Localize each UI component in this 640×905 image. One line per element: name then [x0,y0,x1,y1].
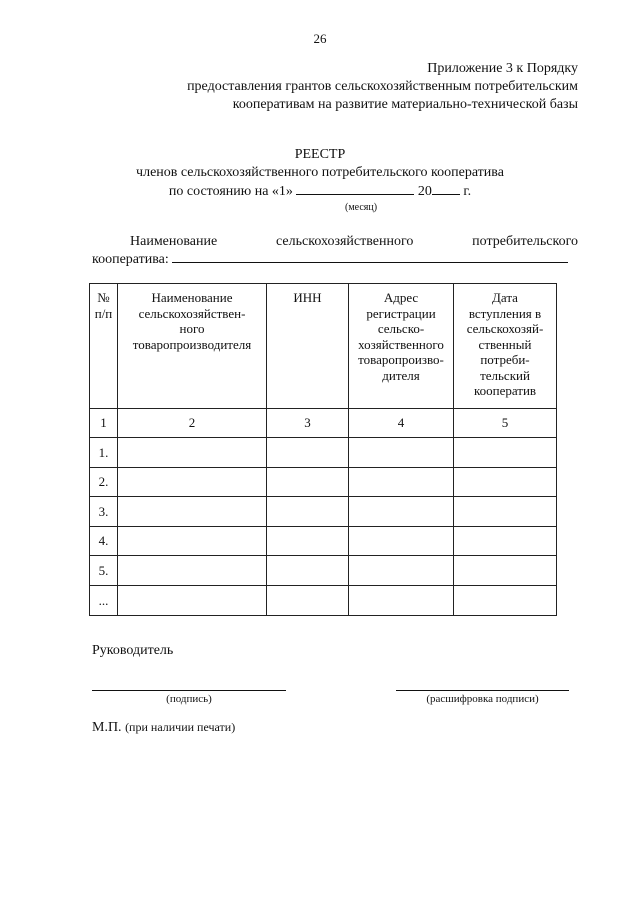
signature-decode-line[interactable] [396,690,569,691]
stamp-label: М.П. [92,720,122,735]
table-cell[interactable] [454,497,557,527]
annex-line-1: Приложение 3 к Порядку [427,61,578,76]
table-cell[interactable] [349,585,454,615]
date-prefix: по состоянию на «1» [168,184,293,199]
header-line: Дата [492,290,518,305]
signature-caption: (подпись) [166,693,212,705]
date-suffix: г. [463,184,472,199]
table-cell[interactable] [118,438,267,468]
document-title: РЕЕСТР [294,147,346,162]
table-cell[interactable] [454,585,557,615]
table-row [90,497,557,527]
coop-word-2: сельскохозяйственного [276,234,414,249]
header-line: тельский [480,367,530,383]
row-number: 1. [90,438,118,468]
stamp-line [92,720,235,736]
header-line: № [97,290,110,305]
header-inn [267,284,349,409]
column-number: 2 [118,409,267,438]
table-row [90,438,557,468]
column-number: 3 [267,409,349,438]
table-cell[interactable] [267,467,349,497]
header-line: сельско- [377,321,425,336]
month-blank [296,182,414,195]
table-cell[interactable] [267,585,349,615]
header-line: Адрес [383,290,419,305]
coop-name-field [92,250,568,269]
header-line: хозяйственного [358,336,444,352]
header-line: товаропроизводителя [132,336,252,352]
coop-word-1: Наименование [130,234,218,249]
table-cell[interactable] [267,556,349,586]
coop-name-line [92,233,578,251]
table-cell[interactable] [267,438,349,468]
column-number: 5 [454,409,557,438]
header-line: п/п [94,305,113,321]
header-producer-name [118,284,267,409]
table-cell[interactable] [349,467,454,497]
header-line: сельскохозяй- [466,321,544,336]
column-number: 1 [90,409,118,438]
row-number: 4. [90,526,118,556]
table-cell[interactable] [118,585,267,615]
date-line [0,182,640,201]
registry-table [89,283,557,616]
row-number: 5. [90,556,118,586]
annex-line-2: предоставления грантов сельскохозяйственным потребительским [187,79,578,94]
header-line: ного [179,321,205,336]
header-line: сельскохозяйствен- [138,305,246,321]
year-blank [432,182,460,195]
header-line: дителя [382,367,420,383]
stamp-note: (при наличии печати) [125,720,236,734]
header-address [349,284,454,409]
column-number: 4 [349,409,454,438]
table-cell[interactable] [349,526,454,556]
header-join-date [454,284,557,409]
annex-reference [187,60,578,114]
table-cell[interactable] [267,497,349,527]
coop-name-blank[interactable] [172,250,568,263]
header-line: ственный [478,336,532,352]
coop-label: кооператива: [92,252,169,267]
row-number: 3. [90,497,118,527]
table-row [90,467,557,497]
header-number [90,284,118,409]
table-cell[interactable] [118,467,267,497]
header-line: кооператив [473,383,537,398]
table-cell[interactable] [349,438,454,468]
table-cell[interactable] [349,497,454,527]
month-caption: (месяц) [345,202,378,213]
table-cell[interactable] [454,556,557,586]
table-cell[interactable] [454,526,557,556]
header-line: Наименование [151,290,233,305]
header-line: регистрации [366,305,436,321]
signature-line[interactable] [92,690,286,691]
annex-line-3: кооперативам на развитие материально-технической базы [232,97,578,112]
table-row [90,556,557,586]
table-cell[interactable] [118,526,267,556]
table-cell[interactable] [267,526,349,556]
table-cell[interactable] [118,556,267,586]
page-number: 26 [313,31,327,46]
table-cell[interactable] [454,438,557,468]
header-line: товаропроизво- [358,352,444,367]
table-cell[interactable] [118,497,267,527]
head-label: Руководитель [92,643,174,658]
document-subtitle: членов сельскохозяйственного потребительского кооператива [136,165,504,180]
table-row [90,526,557,556]
row-number: ... [90,585,118,615]
row-number: 2. [90,467,118,497]
header-line: вступления в [468,305,542,321]
coop-word-3: потребительского [472,234,578,249]
table-header-row [90,284,557,409]
table-row [90,585,557,615]
date-year: 20 [417,184,432,199]
table-cell[interactable] [454,467,557,497]
signature-decode-caption: (расшифровка подписи) [426,693,539,705]
header-line: потреби- [480,352,530,367]
header-line: ИНН [293,290,322,305]
column-number-row [90,409,557,438]
table-body [90,438,557,616]
table-cell[interactable] [349,556,454,586]
